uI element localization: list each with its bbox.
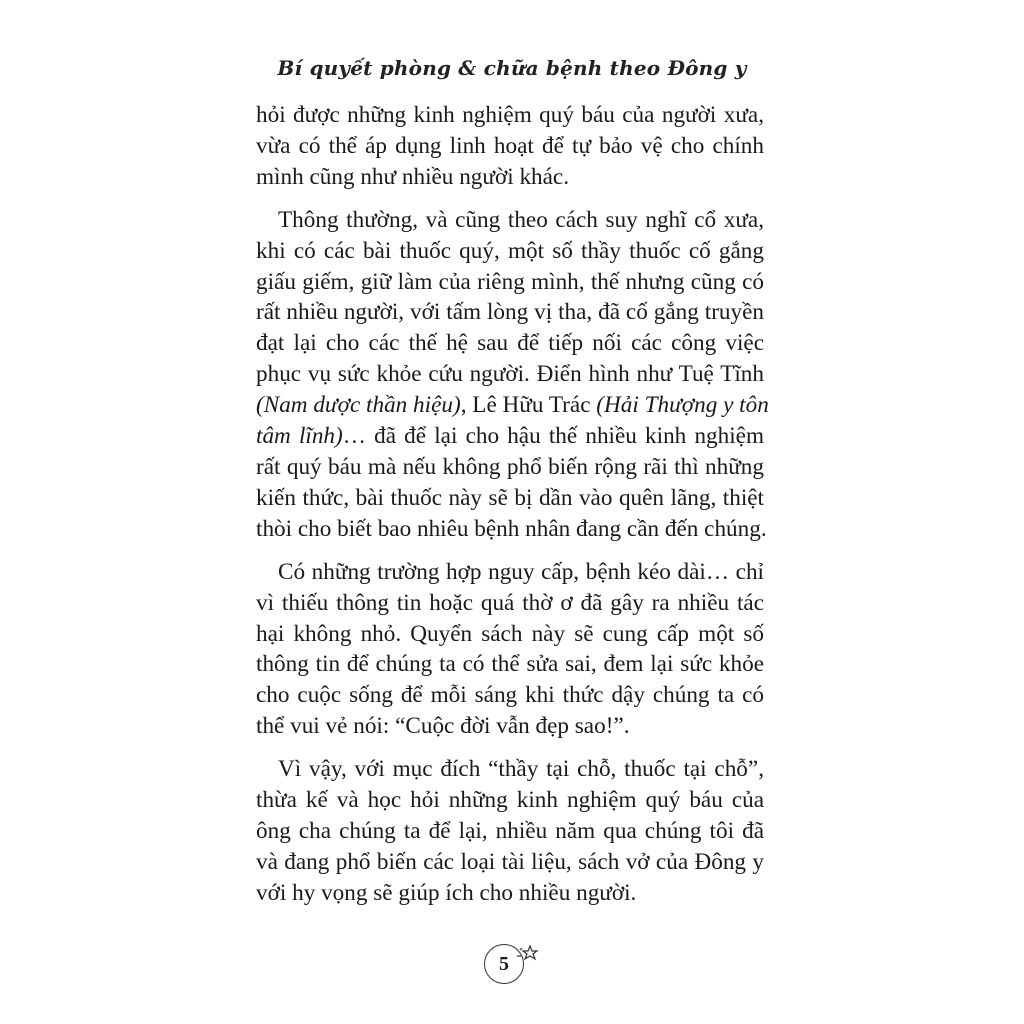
body-text bbox=[256, 100, 769, 921]
text-line: ông cha chúng ta để lại, nhiều năm qua chúng tôi đã bbox=[256, 817, 764, 844]
paragraph-4 bbox=[256, 754, 764, 909]
inline-text: … đã để lại cho hậu thế nhiều kinh nghiệm bbox=[342, 423, 764, 450]
text-line: rất quý báu mà nếu không phổ biến rộng rãi thì những bbox=[256, 453, 764, 480]
text-line: vừa có thể áp dụng linh hoạt để tự bảo vệ cho chính bbox=[256, 132, 764, 159]
text-line: thòi cho biết bao nhiêu bệnh nhân đang cần đến chúng. bbox=[256, 515, 767, 542]
italic-title: (Hải Thượng y tôn bbox=[596, 392, 769, 419]
text-line: hỏi được những kinh nghiệm quý báu của người xưa, bbox=[256, 102, 764, 128]
text-line: kiến thức, bài thuốc này sẽ bị dần vào quên lãng, thiệt bbox=[256, 484, 764, 511]
text-line: giấu giếm, giữ làm của riêng mình, thế nhưng cũng có bbox=[256, 268, 764, 295]
page-number bbox=[478, 938, 548, 988]
text-line: Có những trường hợp nguy cấp, bệnh kéo dài… chỉ bbox=[278, 558, 764, 585]
text-line: rất nhiều người, với tấm lòng vị tha, đã cố gắng truyền bbox=[256, 299, 764, 326]
italic-title: tâm lĩnh) bbox=[256, 423, 343, 450]
text-line: với hy vọng sẽ giúp ích cho nhiều người. bbox=[256, 879, 637, 906]
text-line-mixed bbox=[256, 390, 769, 421]
italic-title: (Nam dược thần hiệu) bbox=[256, 392, 461, 419]
text-line: vì thiếu thông tin hoặc quá thờ ơ đã gây ra nhiều tác bbox=[256, 589, 764, 616]
paragraph-3 bbox=[256, 557, 764, 742]
text-line: Vì vậy, với mục đích “thầy tại chỗ, thuốc tại chỗ”, bbox=[278, 756, 764, 783]
text-line: mình cũng như nhiều người khác. bbox=[256, 163, 570, 190]
text-line: thể vui vẻ nói: “Cuộc đời vẫn đẹp sao!”. bbox=[256, 713, 630, 740]
text-line-mixed bbox=[256, 421, 764, 452]
star-ornament-icon bbox=[512, 940, 542, 970]
text-line: hại không nhỏ. Quyển sách này sẽ cung cấp một số bbox=[256, 620, 764, 647]
text-line: phục vụ sức khỏe cứu người. Điển hình như Tuệ Tĩnh bbox=[256, 361, 764, 388]
inline-text: , Lê Hữu Trác bbox=[460, 392, 597, 419]
paragraph-2 bbox=[256, 205, 769, 545]
text-line: cho cuộc sống để mỗi sáng khi thức dậy chúng ta có bbox=[256, 682, 764, 709]
page-number-badge: 5 bbox=[484, 944, 524, 984]
text-line: khi có các bài thuốc quý, một số thầy thuốc cố gắng bbox=[256, 237, 764, 264]
text-line: thừa kế và học hỏi những kinh nghiệm quý báu của bbox=[256, 787, 764, 814]
text-line: và đang phổ biến các loại tài liệu, sách vở của Đông y bbox=[256, 848, 764, 875]
text-line: đạt lại cho các thế hệ sau để tiếp nối các công việc bbox=[256, 330, 764, 357]
text-line: thông tin để chúng ta có thể sửa sai, đem lại sức khỏe bbox=[256, 651, 764, 678]
running-header: Bí quyết phòng & chữa bệnh theo Đông y bbox=[277, 56, 747, 80]
text-line: Thông thường, và cũng theo cách suy nghĩ cổ xưa, bbox=[278, 206, 764, 233]
paragraph-1 bbox=[256, 100, 764, 193]
